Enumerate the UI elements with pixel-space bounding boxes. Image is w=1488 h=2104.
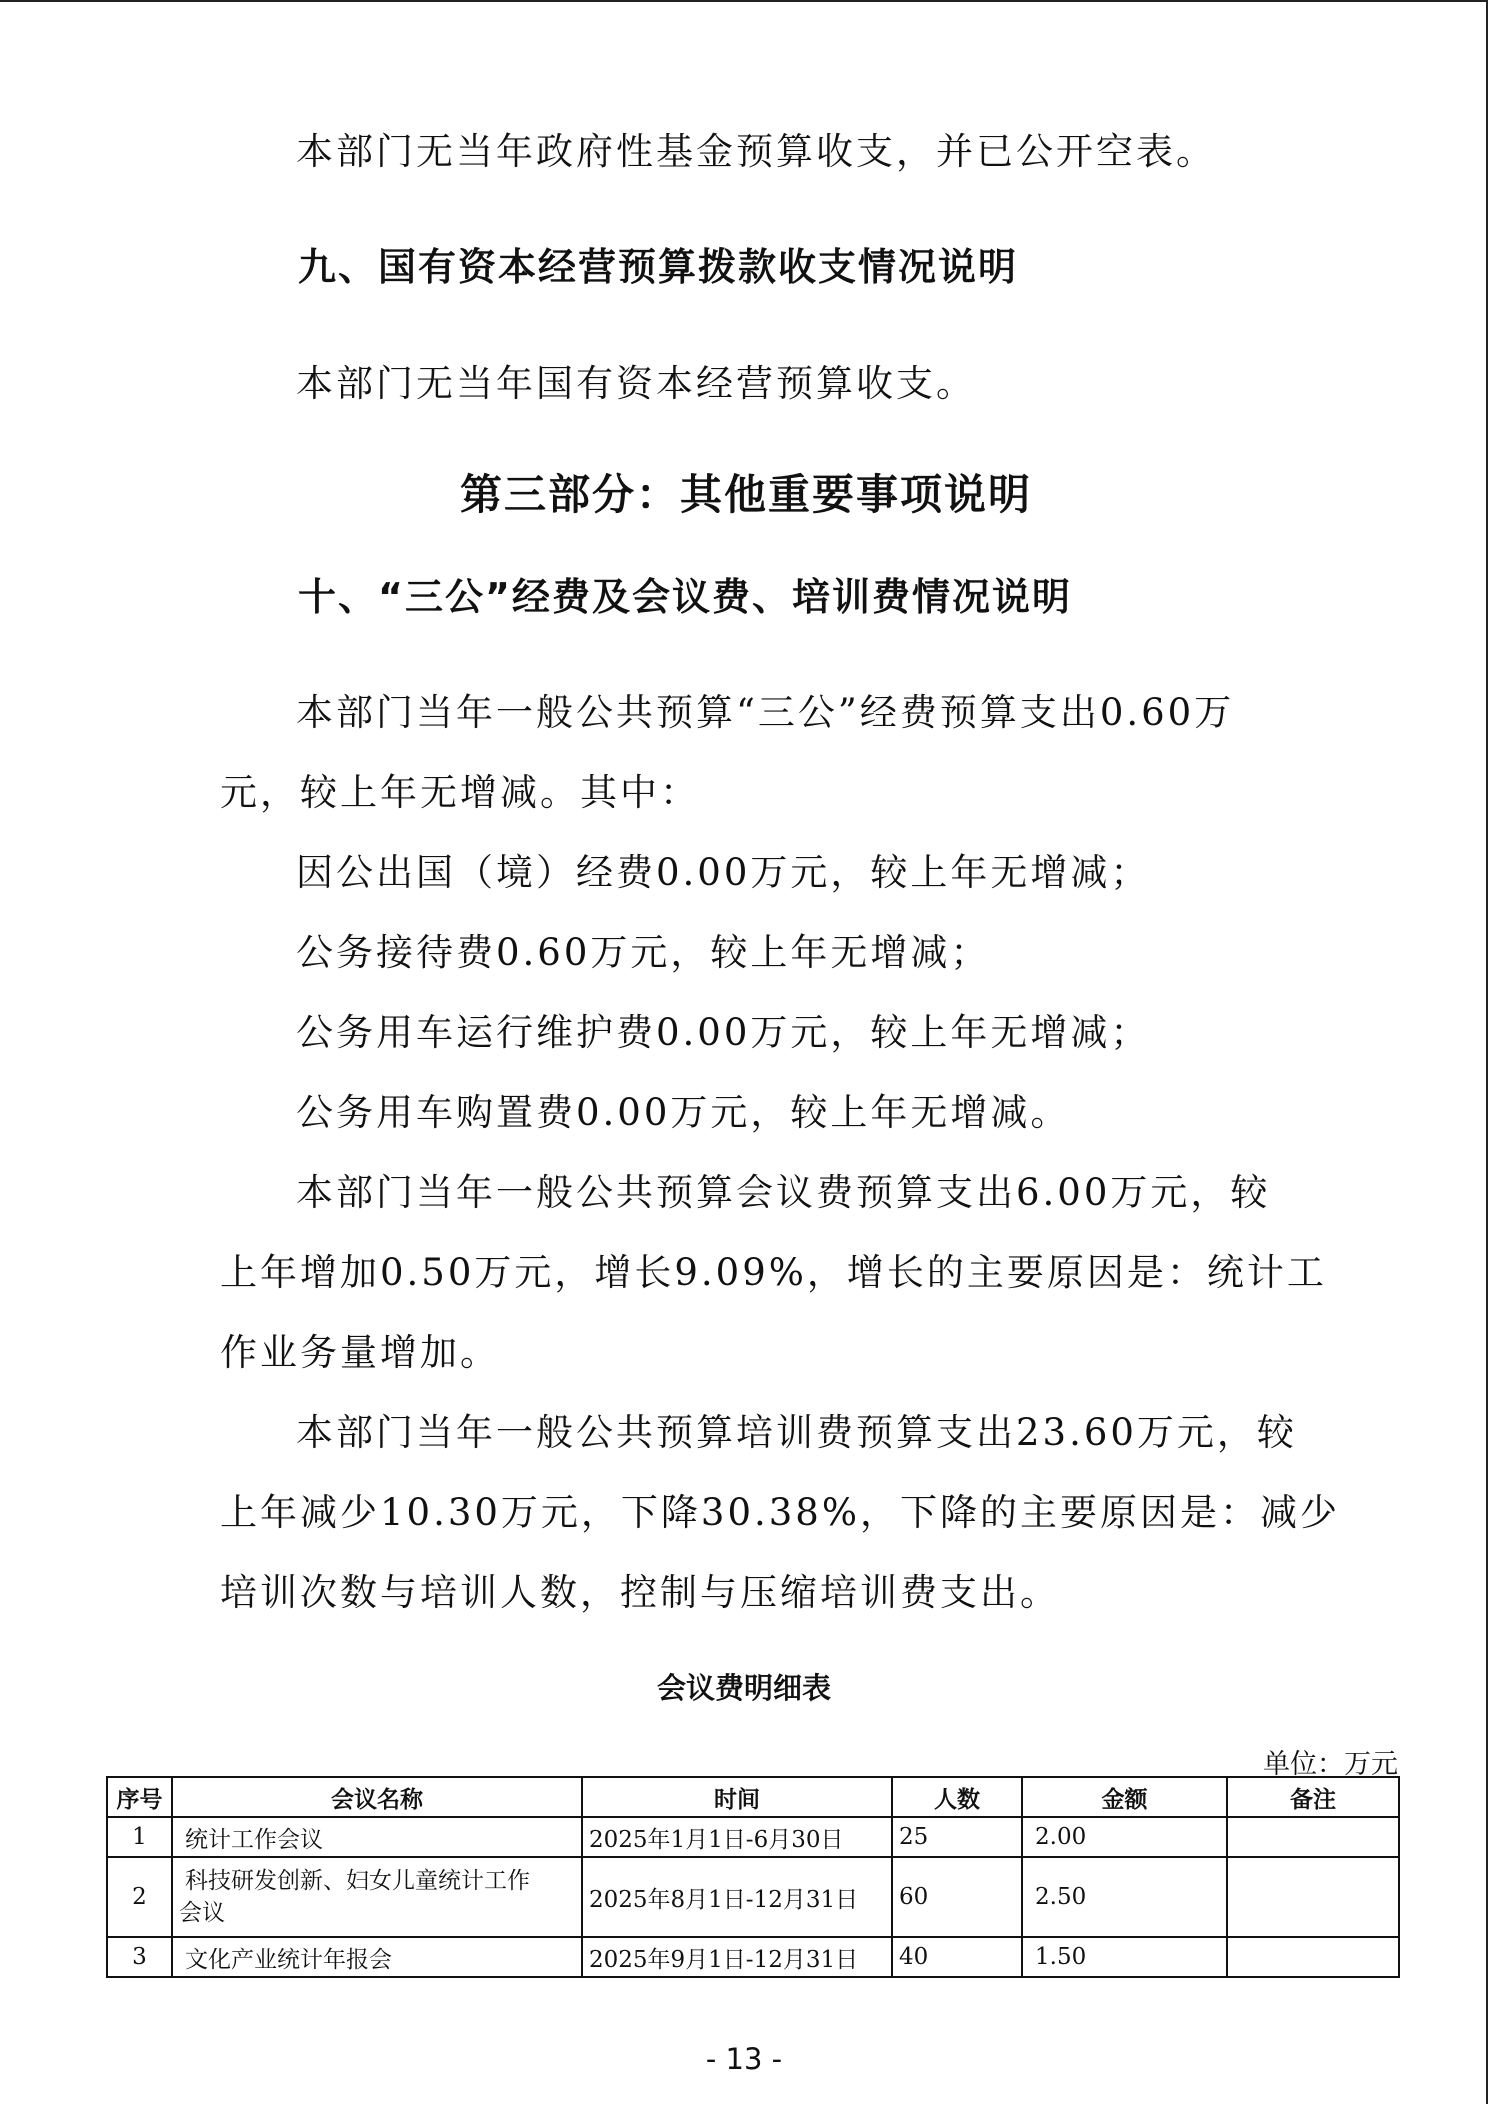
header-amount: 金额 [1022, 1777, 1227, 1817]
cell-amount: 1.50 [1022, 1937, 1227, 1977]
vehicle-ops-expense-line: 公务用车运行维护费0.00万元，较上年无增减； [296, 1011, 1151, 1054]
header-note: 备注 [1227, 1777, 1399, 1817]
cell-people: 40 [892, 1937, 1022, 1977]
header-time: 时间 [582, 1777, 892, 1817]
abroad-expense-line: 因公出国（境）经费0.00万元，较上年无增减； [296, 851, 1151, 894]
gov-fund-paragraph: 本部门无当年政府性基金预算收支，并已公开空表。 [296, 130, 1216, 173]
meeting-fee-table [106, 1776, 1400, 1978]
table-row [107, 1937, 1399, 1977]
table-header-row [107, 1777, 1399, 1817]
cell-people: 60 [892, 1857, 1022, 1937]
sangong-line-2: 元，较上年无增减。其中： [220, 771, 700, 814]
cell-time: 2025年1月1日-6月30日 [582, 1817, 892, 1857]
cell-serial: 1 [107, 1817, 172, 1857]
training-fee-line-2: 上年减少10.30万元，下降30.38%，下降的主要原因是：减少 [220, 1491, 1341, 1534]
sangong-line-1: 本部门当年一般公共预算“三公”经费预算支出0.60万 [296, 691, 1235, 734]
section-10-heading: 十、“三公”经费及会议费、培训费情况说明 [298, 575, 1072, 619]
header-meeting-name: 会议名称 [172, 1777, 582, 1817]
training-fee-line-1: 本部门当年一般公共预算培训费预算支出23.60万元，较 [296, 1411, 1297, 1454]
vehicle-purchase-expense-line: 公务用车购置费0.00万元，较上年无增减。 [296, 1091, 1071, 1134]
cell-serial: 2 [107, 1857, 172, 1937]
header-serial: 序号 [107, 1777, 172, 1817]
table-row [107, 1857, 1399, 1937]
table-unit-label: 单位：万元 [1263, 1749, 1398, 1780]
training-fee-line-3: 培训次数与培训人数，控制与压缩培训费支出。 [220, 1571, 1060, 1614]
cell-meeting-name [172, 1857, 582, 1937]
cell-amount: 2.00 [1022, 1817, 1227, 1857]
page-number: - 13 - [705, 2042, 783, 2076]
cell-note [1227, 1817, 1399, 1857]
meeting-fee-line-2: 上年增加0.50万元，增长9.09%，增长的主要原因是：统计工 [220, 1251, 1327, 1294]
cell-note [1227, 1937, 1399, 1977]
cell-meeting-name: 统计工作会议 [172, 1817, 582, 1857]
cell-amount: 2.50 [1022, 1857, 1227, 1937]
page-border-top [0, 0, 1488, 2]
state-capital-paragraph: 本部门无当年国有资本经营预算收支。 [296, 362, 976, 405]
cell-time: 2025年8月1日-12月31日 [582, 1857, 892, 1937]
cell-meeting-name-line-2: 会议 [179, 1900, 225, 1926]
cell-time: 2025年9月1日-12月31日 [582, 1937, 892, 1977]
part-3-heading: 第三部分：其他重要事项说明 [460, 470, 1033, 519]
section-9-heading: 九、国有资本经营预算拨款收支情况说明 [298, 245, 1019, 289]
cell-meeting-name: 文化产业统计年报会 [172, 1937, 582, 1977]
cell-people: 25 [892, 1817, 1022, 1857]
cell-serial: 3 [107, 1937, 172, 1977]
reception-expense-line: 公务接待费0.60万元，较上年无增减； [296, 931, 991, 974]
meeting-fee-line-1: 本部门当年一般公共预算会议费预算支出6.00万元，较 [296, 1171, 1271, 1214]
cell-note [1227, 1857, 1399, 1937]
meeting-fee-line-3: 作业务量增加。 [220, 1331, 500, 1374]
table-row [107, 1817, 1399, 1857]
table-title: 会议费明细表 [656, 1671, 831, 1705]
header-people: 人数 [892, 1777, 1022, 1817]
cell-meeting-name-line-1: 科技研发创新、妇女儿童统计工作 [185, 1868, 530, 1894]
